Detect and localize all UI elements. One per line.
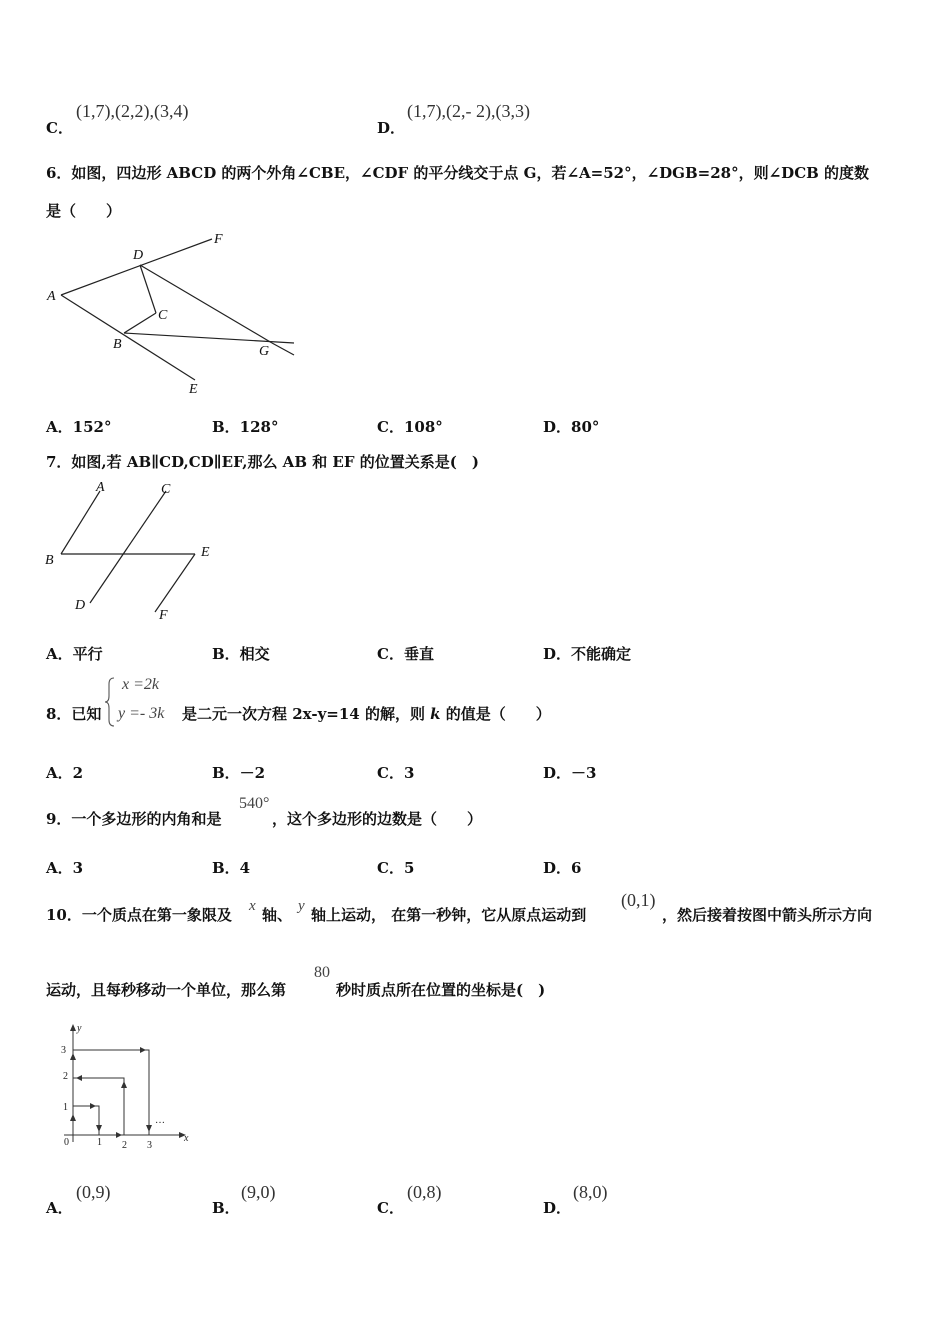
q8-suffix-b: 的值是（ ） [440, 705, 551, 723]
q10-arrow-down-2 [146, 1125, 152, 1132]
q7-label-f: F [159, 608, 168, 623]
q7-label-a: A [96, 480, 105, 495]
q10-arrow-up-2 [121, 1081, 127, 1088]
q7-line-e-f [155, 554, 195, 612]
q10-arrow-up-3 [70, 1053, 76, 1060]
q8-option-b: B．－2 [212, 764, 266, 782]
q6-option-b: B．128° [212, 418, 279, 436]
q7-label-d: D [75, 598, 86, 613]
q10-label-x: x [184, 1133, 189, 1144]
q6-label-a: A [47, 289, 56, 304]
q7-label-e: E [201, 545, 210, 560]
q10-num-80: 80 [314, 964, 330, 981]
q10-y-var: y [298, 898, 305, 914]
q10-option-d-math: (8,0) [573, 1182, 608, 1202]
q8-option-a: A．2 [46, 764, 84, 782]
q7-line-c-d [90, 491, 166, 603]
q10-label-y: y [77, 1023, 82, 1034]
q6-label-e: E [189, 382, 198, 397]
q10-line1-b: 轴、 [262, 906, 293, 924]
q6-line-d-c [140, 265, 156, 313]
q10-option-a-math: (0,9) [76, 1182, 111, 1202]
q5-option-d-label: D． [377, 119, 406, 137]
q10-label-origin: 0 [64, 1137, 69, 1148]
q6-label-g: G [259, 344, 270, 359]
q6-line-b-g [124, 333, 294, 343]
q10-option-b-label: B． [212, 1199, 240, 1217]
q6-label-f: F [214, 232, 223, 247]
q6-line-c-b [124, 313, 156, 333]
q10-x-var: x [249, 898, 256, 914]
q6-stem-line1: 6．如图，四边形 ABCD 的两个外角∠CBE，∠CDF 的平分线交于点 G，若∠A=52°，∠DGB=28°，则∠DCB 的度数 [46, 164, 870, 182]
q10-arrow-up-1 [70, 1114, 76, 1121]
q6-line-a-e [61, 295, 195, 380]
q6-option-a: A．152° [46, 418, 112, 436]
q10-line2-a: 运动，且每秒移动一个单位，那么第 [46, 981, 287, 999]
q10-ellipsis: … [155, 1115, 165, 1126]
q10-option-d-label: D． [543, 1199, 572, 1217]
q7-option-a: A．平行 [46, 645, 103, 663]
q8-stem-suffix [182, 703, 551, 724]
q7-option-d: D．不能确定 [543, 645, 632, 663]
q10-option-c-label: C． [377, 1199, 404, 1217]
q10-line1-a: 10．一个质点在第一象限及 [46, 906, 232, 924]
q6-option-c: C．108° [377, 418, 443, 436]
q7-label-c: C [161, 482, 171, 497]
q6-label-c: C [158, 308, 168, 323]
q9-option-b: B．4 [212, 859, 251, 877]
q10-option-b-math: (9,0) [241, 1182, 276, 1202]
q10-tick-x3: 3 [147, 1140, 152, 1151]
q8-suffix-a: 是二元一次方程 2x-y=14 的解，则 [182, 705, 431, 723]
q6-label-b: B [113, 337, 122, 352]
q5-option-d-math: (1,7),(2,- 2),(3,3) [407, 101, 530, 121]
q9-option-a: A．3 [46, 859, 84, 877]
q6-figure [40, 228, 310, 403]
q7-stem: 7．如图,若 AB∥CD,CD∥EF,那么 AB 和 EF 的位置关系是( ) [46, 453, 479, 471]
q7-line-a-b [61, 491, 100, 554]
q7-option-c: C．垂直 [377, 645, 434, 663]
q8-system-line1: x =2k [122, 676, 159, 693]
q6-line-g-ext [272, 343, 294, 355]
q10-tick-y1: 1 [63, 1102, 68, 1113]
q8-stem-prefix: 8．已知 [46, 705, 102, 723]
q10-option-c-math: (0,8) [407, 1182, 442, 1202]
q9-math-540: 540° [239, 795, 270, 812]
q8-option-d: D．－3 [543, 764, 597, 782]
q10-path [73, 1050, 154, 1135]
q5-option-c-math: (1,7),(2,2),(3,4) [76, 101, 189, 121]
q7-option-b: B．相交 [212, 645, 270, 663]
q6-label-d: D [133, 248, 144, 263]
q10-tick-y3: 3 [61, 1045, 66, 1056]
q10-option-a-label: A． [46, 1199, 73, 1217]
q10-tick-y2: 2 [63, 1071, 68, 1082]
q6-option-d: D．80° [543, 418, 600, 436]
q10-arrow-left-1 [76, 1075, 82, 1081]
q6-stem-line2: 是（ ） [46, 202, 122, 220]
q10-y-axis-arrow [70, 1024, 76, 1031]
q10-point-0-1: (0,1) [621, 890, 656, 910]
q8-system-line2: y =- 3k [118, 705, 165, 722]
q10-line1-c: 轴上运动， 在第一秒钟，它从原点运动到 [311, 906, 587, 924]
q10-arrow-down-1 [96, 1125, 102, 1132]
q10-figure [58, 1022, 198, 1152]
q7-label-b: B [45, 553, 54, 568]
q5-option-c-label: C． [46, 119, 73, 137]
q8-brace [104, 676, 116, 728]
q8-suffix-k: k [430, 705, 441, 723]
q9-stem-suffix: ，这个多边形的边数是（ ） [272, 810, 483, 828]
q9-option-d: D．6 [543, 859, 582, 877]
q10-arrow-right-3 [140, 1047, 146, 1053]
q9-option-c: C．5 [377, 859, 415, 877]
q10-line2-b: 秒时质点所在位置的坐标是( ) [336, 981, 546, 999]
q9-stem-prefix: 9．一个多边形的内角和是 [46, 810, 222, 828]
q10-tick-x2: 2 [122, 1140, 127, 1151]
q8-option-c: C．3 [377, 764, 415, 782]
q10-arrow-right-1 [90, 1103, 96, 1109]
q7-figure [40, 476, 230, 626]
q6-line-d-g [140, 265, 272, 343]
q10-line1-d: ，然后接着按图中箭头所示方向 [662, 906, 873, 924]
q10-arrow-right-2 [116, 1132, 122, 1138]
q10-tick-x1: 1 [97, 1137, 102, 1148]
